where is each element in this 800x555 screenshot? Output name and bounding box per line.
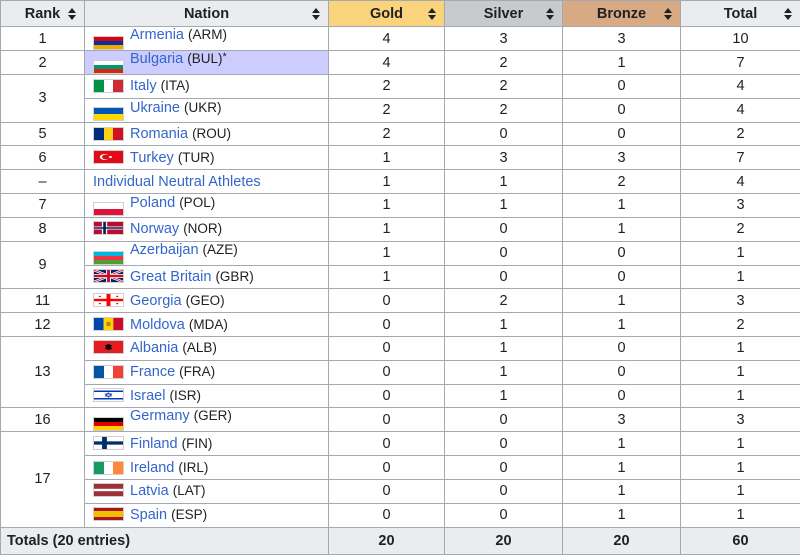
gold-cell: 1 — [329, 193, 445, 217]
total-header[interactable] — [681, 1, 800, 27]
table-row — [1, 265, 800, 289]
flag-bulgaria-icon — [93, 60, 124, 74]
nation-cell — [85, 408, 329, 432]
table-row — [1, 27, 800, 51]
bronze-cell: 2 — [563, 170, 681, 194]
sort-icon[interactable] — [784, 8, 792, 20]
gold-cell: 0 — [329, 456, 445, 480]
bronze-cell: 1 — [563, 193, 681, 217]
silver-cell: 2 — [445, 98, 563, 122]
country-code: (GER) — [194, 408, 232, 423]
flag-azerbaijan-icon — [93, 251, 124, 265]
medal-table-body — [1, 27, 800, 528]
bronze-cell: 0 — [563, 98, 681, 122]
country-code: (ARM) — [188, 27, 227, 42]
total-cell: 1 — [681, 503, 800, 527]
nation-cell — [85, 384, 329, 408]
nation-link[interactable]: Norway — [130, 221, 179, 237]
bronze-cell: 1 — [563, 456, 681, 480]
totals-bronze: 20 — [563, 527, 681, 554]
gold-cell: 2 — [329, 98, 445, 122]
silver-cell: 0 — [445, 479, 563, 503]
nation-link[interactable]: Latvia — [130, 483, 169, 499]
total-cell: 1 — [681, 360, 800, 384]
flag-spain-icon — [93, 507, 124, 521]
flag-albania-icon — [93, 340, 124, 354]
rank-cell: 11 — [1, 289, 85, 313]
flag-moldova-icon — [93, 317, 124, 331]
silver-cell: 0 — [445, 503, 563, 527]
nation-link[interactable]: Azerbaijan — [130, 242, 199, 258]
nation-cell — [85, 193, 329, 217]
bronze-cell: 3 — [563, 27, 681, 51]
nation-cell — [85, 360, 329, 384]
bronze-cell: 0 — [563, 336, 681, 360]
nation-link[interactable]: Finland — [130, 436, 178, 452]
sort-icon[interactable] — [546, 8, 554, 20]
silver-cell: 1 — [445, 193, 563, 217]
nation-cell — [85, 122, 329, 146]
flag-latvia-icon — [93, 483, 124, 497]
rank-cell: 9 — [1, 241, 85, 289]
nation-link[interactable]: Moldova — [130, 317, 185, 333]
host-marker: * — [223, 51, 227, 63]
country-code: (GBR) — [215, 269, 253, 284]
table-row — [1, 360, 800, 384]
rank-cell: 5 — [1, 122, 85, 146]
total-cell: 4 — [681, 98, 800, 122]
country-code: (AZE) — [203, 242, 238, 257]
silver-cell: 3 — [445, 146, 563, 170]
silver-cell: 2 — [445, 289, 563, 313]
flag-ireland-icon — [93, 461, 124, 475]
header-row — [1, 1, 800, 27]
nation-link[interactable]: Albania — [130, 340, 178, 356]
rank-cell: 16 — [1, 408, 85, 432]
country-code: (LAT) — [173, 483, 206, 498]
nation-link[interactable]: Bulgaria — [130, 51, 183, 67]
silver-cell: 1 — [445, 336, 563, 360]
bronze-cell: 1 — [563, 217, 681, 241]
gold-cell: 0 — [329, 384, 445, 408]
nation-cell — [85, 27, 329, 51]
flag-finland-icon — [93, 436, 124, 450]
nation-link[interactable]: Georgia — [130, 293, 182, 309]
total-cell: 1 — [681, 432, 800, 456]
flag-georgia-icon — [93, 293, 124, 307]
country-code: (GEO) — [186, 293, 225, 308]
rank-cell: 3 — [1, 75, 85, 123]
silver-cell: 1 — [445, 360, 563, 384]
total-cell: 7 — [681, 146, 800, 170]
total-cell: 2 — [681, 122, 800, 146]
table-row — [1, 289, 800, 313]
rank-cell: 6 — [1, 146, 85, 170]
silver-cell: 1 — [445, 384, 563, 408]
flag-armenia-icon — [93, 36, 124, 50]
country-code: (POL) — [179, 195, 215, 210]
rank-cell: 17 — [1, 432, 85, 527]
nation-link[interactable]: Italy — [130, 78, 157, 94]
nation-cell — [85, 456, 329, 480]
table-row — [1, 51, 800, 75]
silver-cell: 0 — [445, 408, 563, 432]
nation-cell — [85, 336, 329, 360]
flag-great-britain-icon — [93, 269, 124, 283]
gold-cell: 2 — [329, 75, 445, 99]
total-cell: 7 — [681, 51, 800, 75]
nation-link[interactable]: Spain — [130, 507, 167, 523]
table-row — [1, 98, 800, 122]
table-row — [1, 122, 800, 146]
nation-cell — [85, 51, 329, 75]
rank-cell: – — [1, 170, 85, 194]
silver-cell: 2 — [445, 51, 563, 75]
total-cell: 4 — [681, 75, 800, 99]
silver-cell: 0 — [445, 122, 563, 146]
flag-norway-icon — [93, 221, 124, 235]
nation-link[interactable]: Poland — [130, 195, 175, 211]
rank-header-label: Rank — [25, 6, 60, 22]
total-cell: 10 — [681, 27, 800, 51]
flag-turkey-icon — [93, 150, 124, 164]
gold-cell: 0 — [329, 336, 445, 360]
rank-cell: 2 — [1, 51, 85, 75]
bronze-cell: 0 — [563, 360, 681, 384]
total-cell: 1 — [681, 336, 800, 360]
nation-link[interactable]: Germany — [130, 408, 190, 424]
total-cell: 3 — [681, 408, 800, 432]
table-row — [1, 479, 800, 503]
table-row — [1, 146, 800, 170]
country-code: (FRA) — [179, 364, 215, 379]
total-cell: 3 — [681, 289, 800, 313]
nation-link[interactable]: Israel — [130, 388, 165, 404]
table-row — [1, 408, 800, 432]
sort-icon[interactable] — [312, 8, 320, 20]
totals-label: Totals (20 entries) — [1, 527, 329, 554]
nation-cell — [85, 289, 329, 313]
table-row — [1, 217, 800, 241]
bronze-cell: 1 — [563, 432, 681, 456]
bronze-cell: 1 — [563, 51, 681, 75]
nation-link[interactable]: Great Britain — [130, 269, 211, 285]
totals-silver: 20 — [445, 527, 563, 554]
nation-link[interactable]: Romania — [130, 126, 188, 142]
total-header-label: Total — [724, 6, 758, 22]
gold-header[interactable] — [329, 1, 445, 27]
nation-cell — [85, 75, 329, 99]
nation-cell — [85, 146, 329, 170]
silver-cell: 3 — [445, 27, 563, 51]
gold-cell: 0 — [329, 360, 445, 384]
gold-cell: 4 — [329, 51, 445, 75]
total-cell: 2 — [681, 217, 800, 241]
rank-cell: 1 — [1, 27, 85, 51]
country-code: (NOR) — [183, 221, 222, 236]
bronze-cell: 0 — [563, 384, 681, 408]
table-row — [1, 313, 800, 337]
bronze-cell: 1 — [563, 289, 681, 313]
flag-italy-icon — [93, 79, 124, 93]
silver-header-label: Silver — [484, 6, 524, 22]
country-code: (BUL) — [187, 51, 222, 66]
nation-cell — [85, 170, 329, 194]
country-code: (ROU) — [192, 126, 231, 141]
gold-cell: 1 — [329, 170, 445, 194]
flag-ukraine-icon — [93, 107, 124, 121]
table-row — [1, 241, 800, 265]
bronze-cell: 3 — [563, 146, 681, 170]
gold-cell: 0 — [329, 503, 445, 527]
country-code: (ESP) — [171, 507, 207, 522]
nation-cell — [85, 503, 329, 527]
gold-cell: 0 — [329, 479, 445, 503]
bronze-header[interactable] — [563, 1, 681, 27]
bronze-cell: 0 — [563, 265, 681, 289]
total-cell: 1 — [681, 384, 800, 408]
bronze-header-label: Bronze — [597, 6, 646, 22]
table-row — [1, 456, 800, 480]
gold-cell: 0 — [329, 313, 445, 337]
gold-cell: 0 — [329, 289, 445, 313]
gold-cell: 1 — [329, 265, 445, 289]
bronze-cell: 0 — [563, 122, 681, 146]
silver-cell: 0 — [445, 265, 563, 289]
total-cell: 1 — [681, 456, 800, 480]
country-code: (FIN) — [182, 436, 213, 451]
nation-header[interactable] — [85, 1, 329, 27]
silver-cell: 0 — [445, 456, 563, 480]
silver-cell: 1 — [445, 313, 563, 337]
bronze-cell: 1 — [563, 479, 681, 503]
flag-poland-icon — [93, 202, 124, 216]
sort-icon[interactable] — [428, 8, 436, 20]
silver-cell: 0 — [445, 241, 563, 265]
rank-cell: 12 — [1, 313, 85, 337]
nation-link[interactable]: Ukraine — [130, 100, 180, 116]
nation-link[interactable]: Individual Neutral Athletes — [93, 174, 261, 190]
gold-cell: 0 — [329, 408, 445, 432]
total-cell: 2 — [681, 313, 800, 337]
total-cell: 3 — [681, 193, 800, 217]
country-code: (ISR) — [170, 388, 202, 403]
nation-link[interactable]: Armenia — [130, 27, 184, 43]
sort-icon[interactable] — [664, 8, 672, 20]
country-code: (ALB) — [182, 340, 217, 355]
sort-icon[interactable] — [68, 8, 76, 20]
nation-header-label: Nation — [184, 6, 229, 22]
totals-total: 60 — [681, 527, 800, 554]
silver-cell: 1 — [445, 170, 563, 194]
table-row — [1, 432, 800, 456]
total-cell: 1 — [681, 265, 800, 289]
rank-header[interactable] — [1, 1, 85, 27]
gold-cell: 0 — [329, 432, 445, 456]
gold-cell: 1 — [329, 217, 445, 241]
rank-cell: 7 — [1, 193, 85, 217]
country-code: (IRL) — [178, 460, 208, 475]
gold-cell: 4 — [329, 27, 445, 51]
table-row — [1, 75, 800, 99]
flag-israel-icon — [93, 388, 124, 402]
table-row — [1, 193, 800, 217]
nation-cell — [85, 265, 329, 289]
bronze-cell: 1 — [563, 313, 681, 337]
nation-cell — [85, 98, 329, 122]
table-row — [1, 503, 800, 527]
gold-header-label: Gold — [370, 6, 403, 22]
total-cell: 1 — [681, 241, 800, 265]
total-cell: 1 — [681, 479, 800, 503]
country-code: (UKR) — [184, 100, 222, 115]
nation-cell — [85, 241, 329, 265]
nation-cell — [85, 432, 329, 456]
flag-germany-icon — [93, 417, 124, 431]
bronze-cell: 0 — [563, 241, 681, 265]
bronze-cell: 1 — [563, 503, 681, 527]
silver-header[interactable] — [445, 1, 563, 27]
country-code: (ITA) — [161, 78, 190, 93]
gold-cell: 1 — [329, 146, 445, 170]
table-row — [1, 336, 800, 360]
silver-cell: 2 — [445, 75, 563, 99]
nation-link[interactable]: Turkey — [130, 150, 174, 166]
totals-gold: 20 — [329, 527, 445, 554]
country-code: (MDA) — [189, 317, 228, 332]
table-row — [1, 170, 800, 194]
gold-cell: 2 — [329, 122, 445, 146]
country-code: (TUR) — [178, 150, 215, 165]
flag-romania-icon — [93, 127, 124, 141]
rank-cell: 8 — [1, 217, 85, 241]
gold-cell: 1 — [329, 241, 445, 265]
nation-link[interactable]: Ireland — [130, 460, 174, 476]
nation-cell — [85, 217, 329, 241]
total-cell: 4 — [681, 170, 800, 194]
nation-cell — [85, 479, 329, 503]
silver-cell: 0 — [445, 432, 563, 456]
bronze-cell: 0 — [563, 75, 681, 99]
table-row — [1, 384, 800, 408]
silver-cell: 0 — [445, 217, 563, 241]
bronze-cell: 3 — [563, 408, 681, 432]
nation-cell — [85, 313, 329, 337]
flag-france-icon — [93, 365, 124, 379]
rank-cell: 13 — [1, 336, 85, 407]
nation-link[interactable]: France — [130, 364, 175, 380]
